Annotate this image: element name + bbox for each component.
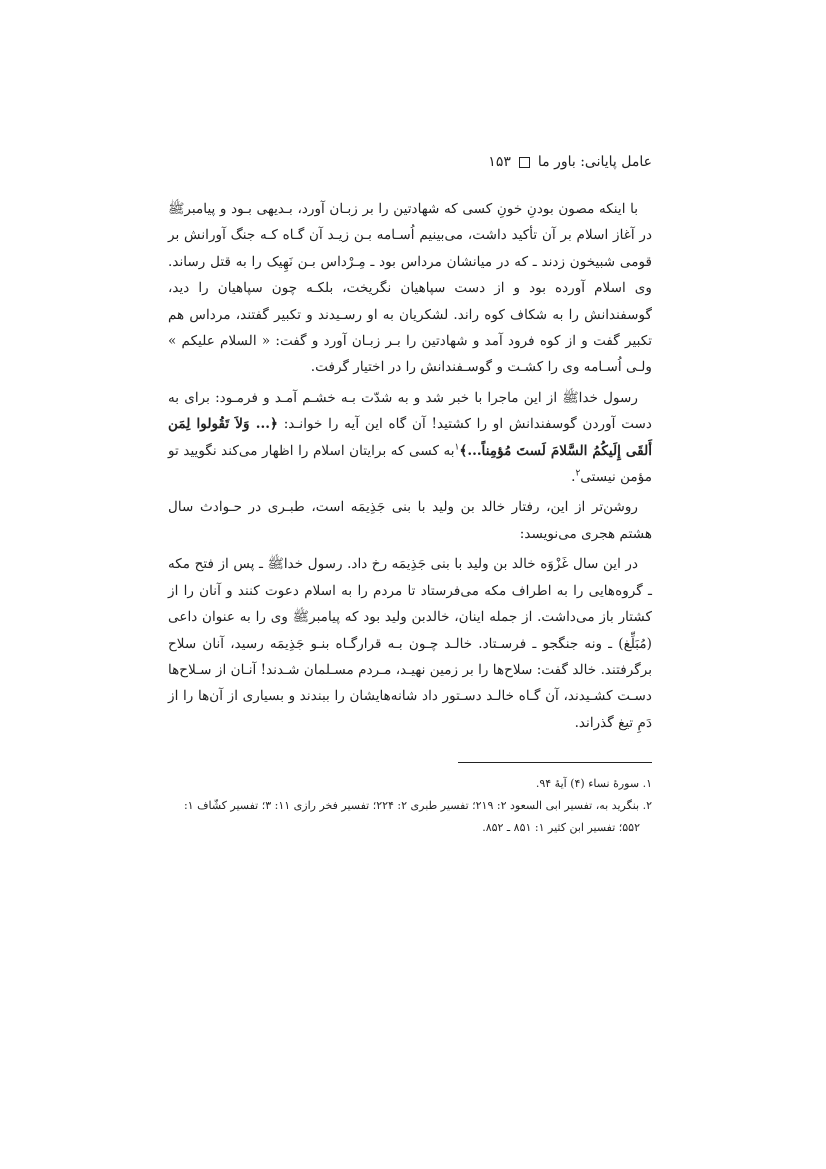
footnote-2: ۲. بنگرید به، تفسیر ابی السعود ۲: ۲۱۹؛ تفسیر طبری ۲: ۲۲۴؛ تفسیر فخر رازی ۱۱: ۳؛ تفسیر کشّاف ۱: <box>183 799 652 813</box>
square-icon <box>519 157 530 168</box>
paragraph-3: روشن‌تر از این، رفتار خالد بن ولید با بنی جَذِیمَه است، طبـری در حـوادث سال هشتم هجری می‌نویسد: <box>168 499 652 542</box>
running-title: عامل پایانی: باور ما <box>537 154 652 170</box>
sentence-period: . <box>571 469 576 486</box>
footnote-2-continued: ۵۵۲؛ تفسیر ابن کثیر ۱: ۸۵۱ ـ ۸۵۲. <box>482 821 640 835</box>
footnotes <box>168 773 652 839</box>
footnote-ref-1: ۱ <box>454 442 460 453</box>
paragraph-4: در این سال غَزْوَه خالد بن ولید با بنی جَذِیمَه رخ داد. رسول خداﷺ ـ پس از فتح مکه ـ گروه‌هایی را به اطراف مکه می‌فرستاد تا مردم را به اسلام دعوت کنند و آنان را از کشتار باز می‌داشت. از جمله اینان، خالدبن ولید بود که پیامبرﷺ وی را به عنوان داعی (مُبَلِّغ) ـ ونه جنگجو ـ فرسـتاد. خالـد چـون بـه قرارگـاه بنـو جَذِیمَه رسید، آنان سلاح برگرفتند. خالد گفت: سلاح‌ها را بر زمین نهیـد، مـردم مسـلمان شـدند! آنـان از سـلاح‌ها دسـت کشـیدند، آن گـاه خالـد دسـتور داد شانه‌هایشان را ببندند و بسیاری از آن‌ها را از دَمِ تیغ گذراند. <box>168 556 652 731</box>
quran-verse: ﴿... وَلاَ تَقُولوا لِمَن أَلقَی إِلَیکُمُ السَّلامَ لَستَ مُؤمِناً...﴾ <box>168 416 652 459</box>
footnote-1: ۱. سورهٔ نساء (۴) آیهٔ ۹۴. <box>535 777 652 791</box>
page-number: ۱۵۳ <box>488 154 511 170</box>
paragraph-2 <box>168 385 652 491</box>
footnote-divider <box>458 762 652 763</box>
paragraph-2-translation: به کسی که برایتان اسلام را اظهار می‌کند نگویید تو مؤمن نیستی <box>168 442 652 486</box>
footnote-ref-2: ۲ <box>575 468 581 479</box>
paragraph-1: با اینکه مصون بودنِ خونِ کسی که شهادتین را بر زبـان آورد، بـدیهی بـود و پیامبرﷺ در آغاز اسلام بر آن تأکید داشت، می‌بینیم اُسـامه بـن زیـد آن گـاه کـه جنگ آورانش بر قومی شبیخون زدند ـ که در میانشان مرداس بود ـ مِـرْداس بـن نَهِیک را به قتل رساند. وی اسلام آورده بود و از دست سپاهیان نگریخت، بلکـه چون سپاهیان را دید، گوسفندانش را به شکاف کوه راند. لشکریان به او رسـیدند و تکبیر گفتند، مرداس هم تکبیر گفت و از کوه فرود آمد و شهادتین را بـر زبـان آورد و گفت: « السلام علیکم » ولـی اُسـامه وی را کشـت و گوسـفندانش را در اختیار گرفت. <box>168 201 652 376</box>
paragraph-2-intro: رسول خداﷺ از این ماجرا با خبر شد و به شدّت بـه خشـم آمـد و فرمـود: برای به دست آوردن گوسفندانش او را کشتید! آن گاه این آیه را خوانـد: <box>168 389 652 433</box>
book-page <box>168 150 652 839</box>
running-header <box>168 150 652 174</box>
main-text <box>168 196 652 736</box>
